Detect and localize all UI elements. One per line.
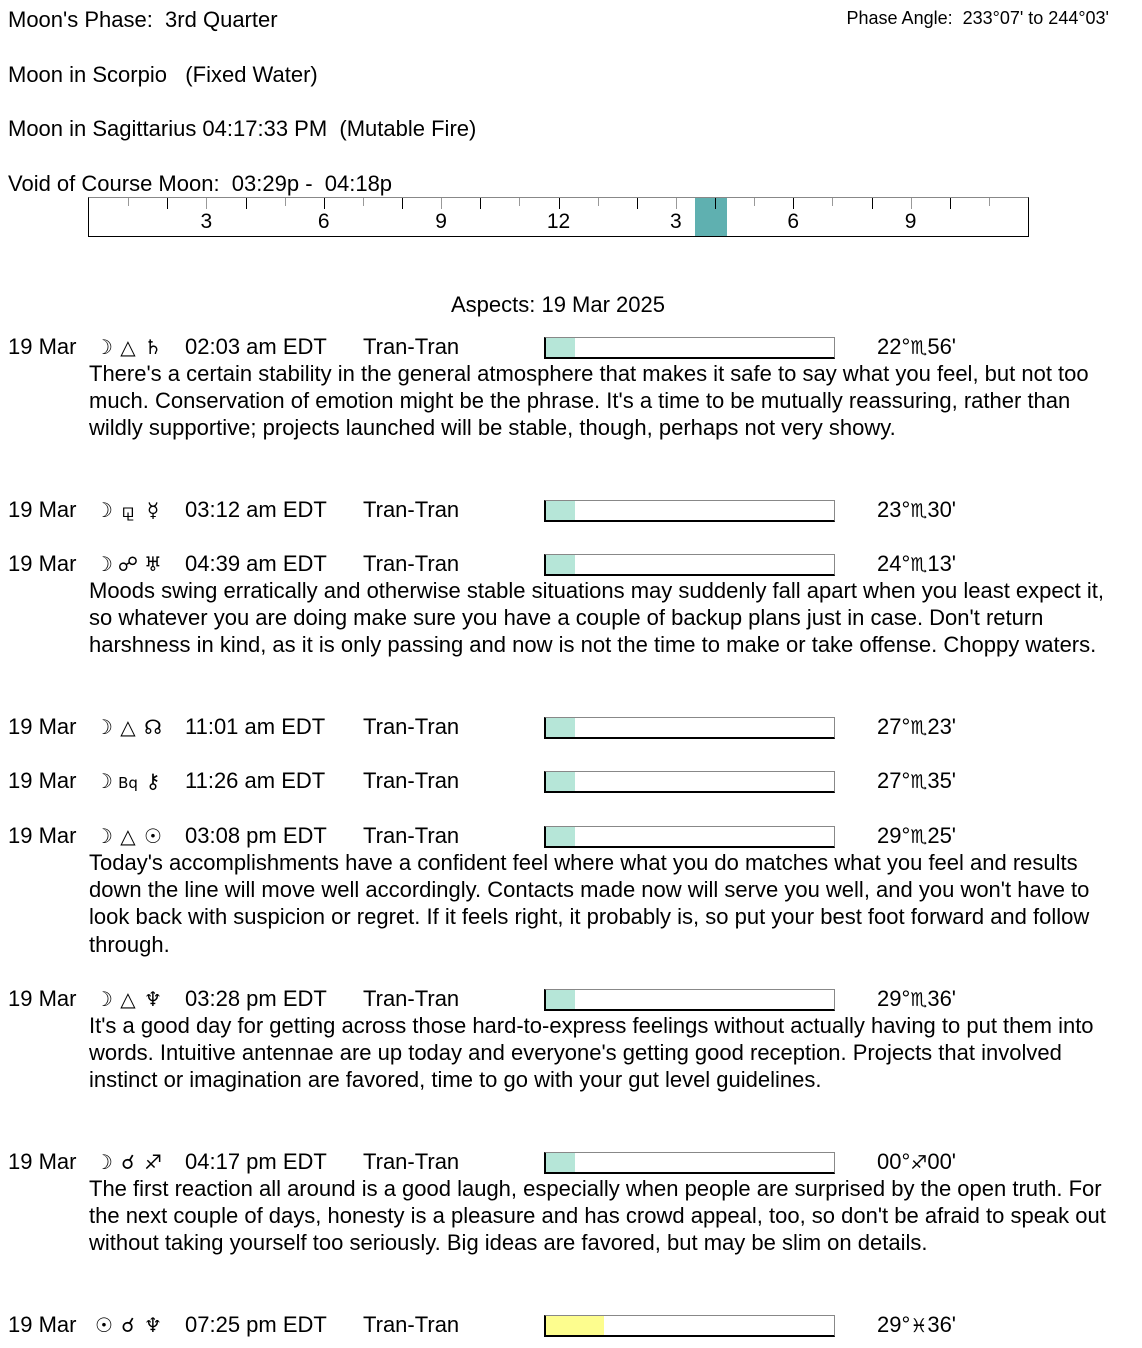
aspect-description: There's a certain stability in the general atmosphere that makes it safe to say what you feel, but not too much. Conservation of emotion might be the phrase. It's a time to be mutually reassuring, rather than wildly supportive; projects launched will be stable, though, perhaps not very showy. [89, 361, 1089, 441]
planet2-icon: ♐ [144, 1150, 162, 1174]
aspect-strength-fill [546, 827, 575, 846]
timeline-tick [715, 198, 716, 209]
position-minutes: 35' [927, 768, 956, 793]
aspect-strength-bar [544, 989, 835, 1011]
aspect-date: 19 Mar [8, 1149, 77, 1174]
aspect-description: The first reaction all around is a good laugh, especially when people are surprised by the open truth. For the next couple of days, honesty is a pleasure and has crowd appeal, too, so don't be afraid to speak out without taking yourself too seriously. Big ideas are favored, but may be slim on details. [89, 1176, 1106, 1256]
aspect-time: 11:01 am EDT [185, 714, 326, 739]
timeline-hour-label: 6 [787, 210, 800, 233]
zodiac-sign-icon: ♓ [910, 1315, 928, 1337]
aspect-date: 19 Mar [8, 334, 77, 359]
aspect-strength-bar [544, 717, 835, 739]
aspect-description: Today's accomplishments have a confident feel where what you do matches what you feel and results down the line will move well accordingly. Contacts made now will serve you well, and you won't have to look back with suspicion or regret. If it feels right, it probably is, so put your best foot forward and follow through. [89, 850, 1090, 957]
aspects-title: Aspects: 19 Mar 2025 [450, 292, 665, 317]
planet1-icon: ☉ [95, 1313, 113, 1337]
timeline-tick [128, 198, 129, 206]
zodiac-sign-icon: ♐ [910, 1152, 928, 1174]
aspect-date: 19 Mar [8, 986, 77, 1011]
timeline-tick [441, 198, 442, 209]
aspect-glyphs [92, 334, 166, 360]
timeline-tick [559, 198, 560, 209]
aspect-position [877, 768, 956, 795]
planet2-icon: ♅ [144, 552, 162, 576]
planet2-icon: ☉ [144, 824, 162, 848]
timeline-tick [872, 198, 873, 209]
aspect-glyphs [92, 551, 166, 577]
planet1-icon: ☽ [95, 715, 113, 739]
aspect-icon: ⚼ [121, 498, 135, 522]
aspect-position [877, 497, 956, 524]
timeline-tick [832, 198, 833, 206]
zodiac-sign-icon: ♏ [910, 337, 928, 359]
planet2-icon: ⚷ [145, 769, 161, 793]
aspect-kind: Tran-Tran [363, 1149, 460, 1174]
aspect-kind: Tran-Tran [363, 714, 460, 739]
aspect-kind: Tran-Tran [363, 497, 460, 522]
aspect-date: 19 Mar [8, 497, 77, 522]
aspect-strength-bar [544, 500, 835, 522]
zodiac-sign-icon: ♏ [910, 554, 928, 576]
aspect-date: 19 Mar [8, 1312, 77, 1337]
aspect-strength-fill [546, 338, 575, 357]
position-degrees: 27° [877, 714, 911, 739]
aspect-description: Moods swing erratically and otherwise stable situations may suddenly fall apart when you least expect it, so whatever you are doing make sure you have a couple of backup plans just in case. Don't return harshness in kind, as it is only passing and now is not the time to make or take offense. Choppy waters. [89, 578, 1104, 658]
aspect-position [877, 551, 956, 578]
aspect-icon: ☌ [121, 1150, 135, 1174]
timeline-tick [324, 198, 325, 209]
aspect-position [877, 1149, 956, 1176]
planet2-icon: ♄ [144, 335, 162, 359]
position-degrees: 29° [877, 986, 911, 1011]
timeline-hour-label: 3 [670, 210, 682, 233]
planet1-icon: ☽ [95, 498, 113, 522]
position-minutes: 56' [927, 334, 956, 359]
aspect-strength-bar [544, 337, 835, 359]
aspect-kind: Tran-Tran [363, 823, 460, 848]
zodiac-sign-icon: ♏ [910, 500, 928, 522]
planet2-icon: ☊ [144, 715, 162, 739]
timeline-tick [519, 198, 520, 206]
aspect-kind: Tran-Tran [363, 986, 460, 1011]
planet1-icon: ☽ [95, 1150, 113, 1174]
aspect-icon: ☌ [121, 1313, 135, 1337]
timeline-tick [989, 198, 990, 206]
zodiac-sign-icon: ♏ [910, 771, 928, 793]
position-degrees: 23° [877, 497, 911, 522]
aspect-glyphs [92, 1312, 166, 1338]
position-degrees: 00° [877, 1149, 911, 1174]
planet1-icon: ☽ [95, 769, 113, 793]
aspect-description: It's a good day for getting across those hard-to-express feelings without actually having to put them into words. Intuitive antennae are up today and everyone's getting good reception. Projects that involved instinct or imagination are favored, time to go with your gut level guidelines. [89, 1013, 1094, 1093]
aspect-strength-bar [544, 554, 835, 576]
planet2-icon: ♆ [144, 987, 162, 1011]
moon-phase: Moon's Phase: 3rd Quarter [8, 7, 278, 32]
timeline-tick [167, 198, 168, 209]
aspect-date: 19 Mar [8, 823, 77, 848]
timeline-tick [598, 198, 599, 206]
moon-ingress: Moon in Sagittarius 04:17:33 PM (Mutable Fire) [8, 116, 477, 141]
moon-sign: Moon in Scorpio (Fixed Water) [8, 62, 318, 87]
zodiac-sign-icon: ♏ [910, 826, 928, 848]
aspect-icon: ☍ [117, 552, 139, 576]
aspect-time: 07:25 pm EDT [185, 1312, 327, 1337]
void-of-course-highlight [695, 198, 727, 236]
planet1-icon: ☽ [95, 987, 113, 1011]
planet1-icon: ☽ [95, 824, 113, 848]
aspect-strength-fill [546, 990, 575, 1009]
aspect-time: 03:28 pm EDT [185, 986, 327, 1011]
aspect-strength-bar [544, 1152, 835, 1174]
aspect-strength-fill [546, 772, 575, 791]
zodiac-sign-icon: ♏ [910, 717, 928, 739]
position-minutes: 36' [927, 986, 956, 1011]
aspect-icon: Bq [118, 774, 138, 792]
aspect-strength-fill [546, 1316, 604, 1335]
position-degrees: 29° [877, 823, 911, 848]
aspect-date: 19 Mar [8, 768, 77, 793]
aspect-glyphs [92, 768, 166, 796]
aspect-strength-fill [546, 1153, 575, 1172]
timeline-tick [911, 198, 912, 209]
timeline-tick [793, 198, 794, 209]
timeline-tick [480, 198, 481, 209]
position-minutes: 00' [927, 1149, 956, 1174]
timeline-tick [637, 198, 638, 209]
timeline-tick [676, 198, 677, 209]
position-minutes: 25' [927, 823, 956, 848]
aspect-time: 03:12 am EDT [185, 497, 327, 522]
aspect-glyphs [92, 714, 166, 740]
aspect-glyphs [92, 823, 166, 849]
zodiac-sign-icon: ♏ [910, 989, 928, 1011]
void-of-course-timeline [88, 197, 1029, 237]
aspect-position [877, 714, 956, 741]
timeline-tick [363, 198, 364, 206]
planet1-icon: ☽ [95, 552, 113, 576]
aspect-icon: △ [120, 335, 136, 359]
planet1-icon: ☽ [95, 335, 113, 359]
aspect-time: 04:17 pm EDT [185, 1149, 327, 1174]
aspect-strength-fill [546, 501, 575, 520]
aspect-time: 04:39 am EDT [185, 551, 327, 576]
aspect-position [877, 823, 956, 850]
timeline-hour-label: 6 [317, 210, 330, 233]
aspect-date: 19 Mar [8, 551, 77, 576]
timeline-tick [950, 198, 951, 209]
timeline-tick [246, 198, 247, 209]
aspect-glyphs [92, 986, 166, 1012]
aspect-time: 11:26 am EDT [185, 768, 326, 793]
aspect-icon: △ [120, 824, 136, 848]
aspect-strength-bar [544, 826, 835, 848]
aspect-icon: △ [120, 987, 136, 1011]
timeline-tick [754, 198, 755, 206]
timeline-tick [285, 198, 286, 206]
aspect-time: 02:03 am EDT [185, 334, 327, 359]
aspect-strength-bar [544, 1315, 835, 1337]
position-degrees: 24° [877, 551, 911, 576]
position-degrees: 22° [877, 334, 911, 359]
planet2-icon: ☿ [146, 498, 160, 522]
planet2-icon: ♆ [144, 1313, 162, 1337]
phase-angle: Phase Angle: 233°07' to 244°03' [846, 8, 1109, 28]
aspect-kind: Tran-Tran [363, 551, 460, 576]
aspect-icon: △ [120, 715, 136, 739]
aspect-strength-fill [546, 718, 575, 737]
position-minutes: 13' [927, 551, 956, 576]
timeline-hour-label: 3 [200, 210, 213, 233]
aspect-kind: Tran-Tran [363, 1312, 460, 1337]
timeline-hour-label: 9 [904, 210, 917, 233]
aspect-position [877, 986, 956, 1013]
aspect-glyphs [92, 497, 166, 523]
timeline-tick [402, 198, 403, 209]
void-of-course: Void of Course Moon: 03:29p - 04:18p [8, 171, 393, 196]
position-degrees: 27° [877, 768, 911, 793]
aspect-date: 19 Mar [8, 714, 77, 739]
aspect-time: 03:08 pm EDT [185, 823, 327, 848]
timeline-tick [206, 198, 207, 209]
aspect-strength-fill [546, 555, 575, 574]
aspect-position [877, 334, 956, 361]
timeline-hour-label: 9 [435, 210, 447, 233]
aspect-glyphs [92, 1149, 166, 1175]
position-degrees: 29° [877, 1312, 911, 1337]
aspect-strength-bar [544, 771, 835, 793]
aspect-position [877, 1312, 956, 1339]
position-minutes: 36' [927, 1312, 956, 1337]
timeline-hour-label: 12 [546, 210, 571, 233]
aspect-kind: Tran-Tran [363, 768, 460, 793]
position-minutes: 23' [927, 714, 956, 739]
position-minutes: 30' [927, 497, 956, 522]
aspect-kind: Tran-Tran [363, 334, 460, 359]
